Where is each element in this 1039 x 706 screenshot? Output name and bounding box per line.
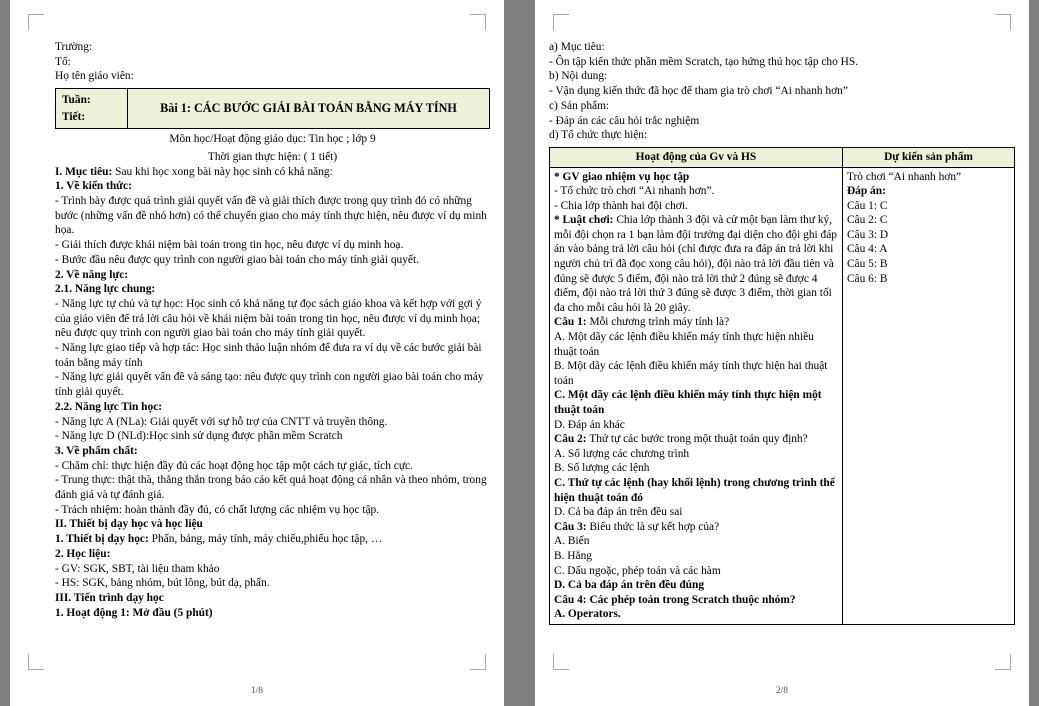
cell-line: Trò chơi “Ai nhanh hơn” — [846, 170, 962, 183]
cell-bold-prefix: Câu 2: — [554, 433, 587, 446]
body-line: - GV: SGK, SBT, tài liệu tham khảo — [55, 562, 220, 575]
crop-mark-bottom-right — [470, 654, 486, 670]
document-page-2[interactable] — [535, 0, 1029, 706]
body-line: - Trách nhiệm: hoàn thành đầy đủ, có chất lượng các nhiệm vụ học tập. — [55, 503, 380, 516]
lesson-title-table — [55, 88, 490, 129]
cell-line — [554, 432, 838, 447]
body-line: - Đáp án các câu hỏi trắc nghiệm — [549, 114, 700, 127]
table-header-row — [550, 147, 1015, 167]
activity-cell — [550, 167, 843, 624]
column-header-product: Dự kiến sản phẩm — [842, 147, 1014, 167]
cell-bold-prefix: Câu 3: — [554, 520, 587, 533]
cell-line: B. Số lượng các lệnh — [554, 462, 650, 475]
cell-line: Câu 1: C — [846, 199, 888, 212]
body-bold-prefix: 1. Thiết bị dạy học: — [55, 533, 149, 546]
cell-line — [554, 213, 838, 315]
crop-mark-top-right — [995, 14, 1011, 30]
table-row — [550, 167, 1015, 624]
body-line: - Vận dụng kiến thức đã học để tham gia trò chơi “Ai nhanh hơn” — [549, 85, 848, 98]
field-teacher-name: Họ tên giáo viên: — [55, 70, 134, 83]
cell-line: C. Thứ tự các lệnh (hay khối lệnh) trong chương trình thể hiện thuật toán đó — [554, 476, 835, 504]
cell-line: - Chia lớp thành hai đội chơi. — [554, 199, 688, 212]
body-line: II. Thiết bị dạy học và học liệu — [55, 518, 203, 531]
document-page-1[interactable] — [10, 0, 504, 706]
crop-mark-top-right — [470, 14, 486, 30]
cell-line: D. Đáp án khác — [554, 418, 625, 431]
body-line: - Trung thực: thật thà, thẳng thắn trong báo cáo kết quả hoạt động cá nhân và theo nhóm, trong đánh giá và tự đánh giá. — [55, 474, 487, 502]
body-line: d) Tổ chức thực hiện: — [549, 129, 648, 142]
cell-line: C. Một dãy các lệnh điều khiển máy tính thực hiện một thuật toán — [554, 389, 822, 417]
page-2-footer: 2/8 — [775, 686, 789, 696]
body-line: - Năng lực giao tiếp và hợp tác: Học sinh thảo luận nhóm để đưa ra ví dụ về các bước giải bài toán bằng máy tính — [55, 342, 482, 369]
field-school: Trường: — [55, 41, 93, 53]
cell-line — [554, 520, 838, 535]
duration-line: Thời gian thực hiện: ( 1 tiết) — [207, 150, 338, 163]
cell-line: D. Cả ba đáp án trên đều sai — [554, 506, 683, 519]
cell-line: Câu 2: C — [846, 214, 888, 227]
cell-line: Câu 5: B — [846, 258, 888, 271]
body-line: 2. Về năng lực: — [55, 268, 129, 281]
body-line: 2.2. Năng lực Tin học: — [55, 400, 163, 413]
subject-line: Môn học/Hoạt động giáo dục: Tin học ; lớp 9 — [169, 133, 376, 146]
body-line — [55, 165, 490, 180]
cell-line: Đáp án: — [846, 185, 886, 198]
body-line: - Năng lực tự chủ và tự học: Học sinh có khả năng tự đọc sách giáo khoa và kết hợp với gợi ý của giáo viên để trả lời câu hỏi về khái niệm bài toán trong tin học, nêu được ví dụ minh họa; nêu được quy trình con người giao bài toán cho máy tính giải quyết. — [55, 297, 482, 340]
cell-line: Câu 4: A — [846, 243, 888, 256]
body-rest: Sau khi học xong bài này học sinh có khả năng: — [112, 165, 333, 178]
body-line: - Ôn tập kiến thức phần mềm Scratch, tạo hứng thú học tập cho HS. — [549, 55, 859, 68]
cell-bold-prefix: * Luật chơi: — [554, 214, 614, 227]
cell-line: - Tổ chức trò chơi “Ai nhanh hơn”. — [554, 185, 715, 198]
body-line: a) Mục tiêu: — [549, 41, 605, 53]
cell-line: B. Hằng — [554, 549, 592, 562]
body-line: - Chăm chỉ: thực hiện đầy đủ các hoạt động học tập một cách tự giác, tích cực. — [55, 459, 413, 472]
column-header-activity: Hoạt động của Gv và HS — [550, 147, 843, 167]
body-line — [55, 532, 490, 547]
body-line: - Trình bày được quá trình giải quyết vấn đề và giải thích được trong quy trình đó có những bước (những vấn đề nhỏ hơn) có thể chuyển giao cho máy tính thực hiện, nêu được ví dụ minh họa. — [55, 194, 487, 237]
cell-line: D. Cả ba đáp án trên đều đúng — [554, 579, 705, 592]
body-line: - Năng lực A (NLa): Giải quyết với sự hỗ trợ của CNTT và truyền thông. — [55, 415, 388, 428]
cell-line: C. Dấu ngoặc, phép toán và các hàm — [554, 564, 721, 577]
body-line: - Bước đầu nêu được quy trình con người giao bài toán cho máy tính giải quyết. — [55, 253, 419, 266]
cell-line — [554, 315, 838, 330]
page-1-body — [55, 165, 490, 621]
period-label: Tiết: — [62, 110, 86, 123]
cell-line: A. Số lượng các chương trình — [554, 447, 690, 460]
body-rest: Phấn, bảng, máy tính, máy chiếu,phiếu học tập, … — [148, 533, 383, 546]
body-line: III. Tiến trình dạy học — [55, 591, 164, 604]
lesson-title: Bài 1: CÁC BƯỚC GIẢI BÀI TOÁN BẰNG MÁY TÍNH — [128, 89, 490, 129]
body-line: - HS: SGK, bảng nhóm, bút lông, bút dạ, phấn. — [55, 577, 270, 590]
page-1-footer: 1/8 — [250, 686, 264, 696]
crop-mark-bottom-left — [553, 654, 569, 670]
cell-line: B. Một dãy các lệnh điều khiển máy tính thực hiện hai thuật toán — [554, 360, 828, 387]
activity-table — [549, 147, 1015, 625]
cell-line: Câu 6: B — [846, 272, 888, 285]
crop-mark-top-left — [28, 14, 44, 30]
crop-mark-bottom-right — [995, 654, 1011, 670]
cell-line: A. Biến — [554, 535, 590, 548]
body-line: - Năng lực D (NLd):Học sinh sử dụng được phần mềm Scratch — [55, 430, 343, 443]
cell-line: Câu 4: Các phép toán trong Scratch thuộc nhóm? — [554, 593, 796, 606]
body-line: c) Sản phẩm: — [549, 99, 610, 112]
cell-line: Câu 3: D — [846, 228, 889, 241]
cell-line: A. Một dãy các lệnh điều khiển máy tính thực hiện nhiều thuật toán — [554, 331, 814, 358]
body-line: - Năng lực giải quyết vấn đề và sáng tạo: nêu được quy trình con người giao bài toán cho máy tính giải quyết. — [55, 371, 484, 399]
product-cell — [842, 167, 1014, 624]
body-line: 2. Học liệu: — [55, 547, 111, 560]
cell-line: A. Operators. — [554, 608, 621, 621]
cell-line: * GV giao nhiệm vụ học tập — [554, 170, 690, 183]
cell-rest: Chia lớp thành 3 đội và cử một bạn làm thư ký, mỗi đội chọn ra 1 bạn làm đội trưởng đại diện cho đội ghi đáp án vào bảng trả lời câu hỏi (chỉ được đưa ra đáp án trả lời khi người chủ trì đã đọc xong câu hỏi), đội nào trả lời đầu tiên và đúng sẽ được 5 điểm, đội nào trả lời thứ 2 đúng sẽ được 4 điểm, đội nào trả lời thứ 3 đúng sẽ được 3 điểm, thời gian tối đa cho mỗi câu hỏi là 20 giây. — [554, 214, 837, 314]
field-group: Tổ: — [55, 55, 71, 68]
week-label: Tuần: — [62, 94, 91, 107]
page-1-content — [55, 40, 490, 620]
crop-mark-top-left — [553, 14, 569, 30]
cell-rest: Thứ tự các bước trong một thuật toán quy định? — [586, 433, 808, 446]
body-line: 1. Về kiến thức: — [55, 180, 132, 193]
week-period-cell — [56, 89, 128, 129]
cell-rest: Biểu thức là sự kết hợp của? — [586, 520, 720, 533]
page-2-intro — [549, 40, 1015, 143]
crop-mark-bottom-left — [28, 654, 44, 670]
body-line: 2.1. Năng lực chung: — [55, 283, 156, 296]
body-bold-prefix: I. Mục tiêu: — [55, 165, 113, 178]
body-line: b) Nội dung: — [549, 70, 608, 83]
body-line: - Giải thích được khái niệm bài toán trong tin học, nêu được ví dụ minh hoạ. — [55, 239, 404, 252]
cell-rest: Mỗi chương trình máy tính là? — [586, 316, 730, 329]
page-2-content — [549, 40, 1015, 625]
cell-bold-prefix: Câu 1: — [554, 316, 587, 329]
body-line: 3. Về phẩm chất: — [55, 444, 138, 457]
body-line: 1. Hoạt động 1: Mở đầu (5 phút) — [55, 606, 213, 619]
